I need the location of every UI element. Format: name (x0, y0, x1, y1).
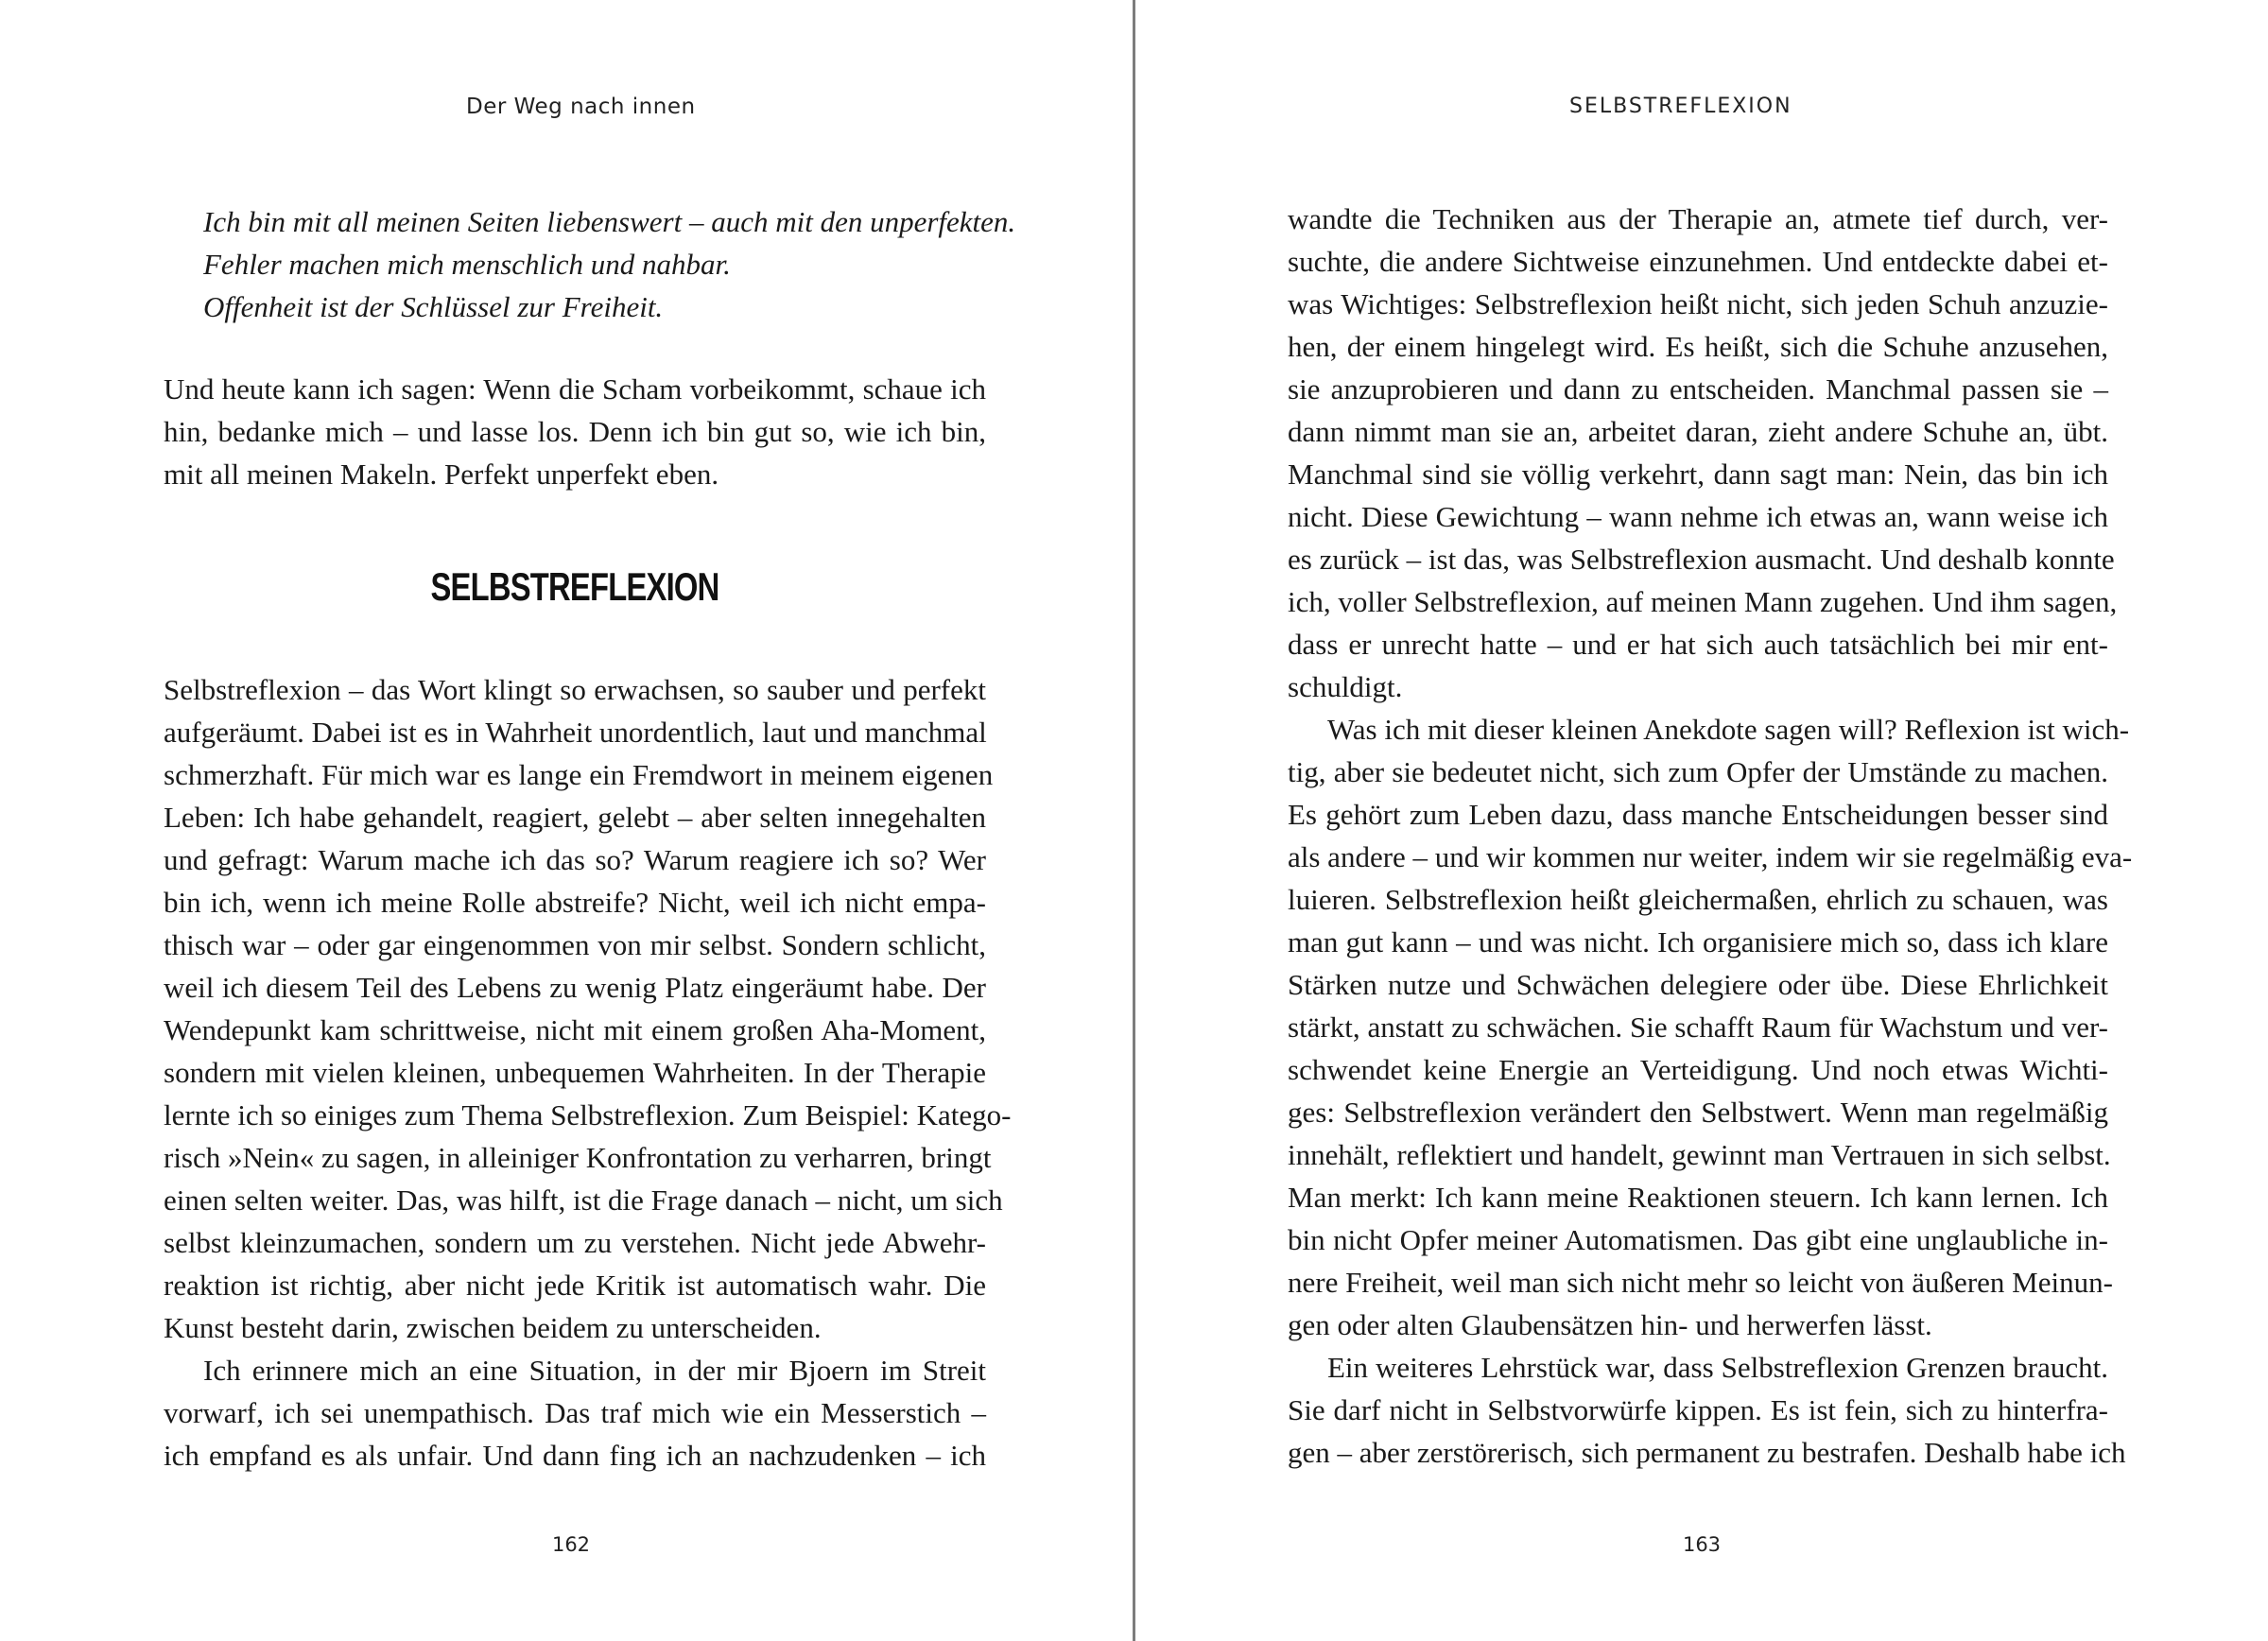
quote-line: Ich bin mit all meinen Seiten liebenswert – auch mit den unperfekten. (203, 205, 1016, 238)
page-number-left: 162 (551, 1533, 591, 1556)
text-line: Leben: Ich habe gehandelt, reagiert, gelebt – aber selten innegehalten (164, 801, 986, 834)
text-line: Kunst besteht darin, zwischen beidem zu unterscheiden. (164, 1311, 822, 1344)
text-line: selbst kleinzumachen, sondern um zu verstehen. Nicht jede Abwehr- (164, 1226, 986, 1259)
text-line: nicht. Diese Gewichtung – wann nehme ich etwas an, wann weise ich (1288, 500, 2108, 533)
text-line: wandte die Techniken aus der Therapie an, atmete tief durch, ver- (1288, 202, 2108, 235)
paragraph-selbstreflexion-1 (164, 668, 1012, 1477)
text-line: und gefragt: Warum mache ich das so? Warum reagiere ich so? Wer (164, 843, 986, 876)
text-line: Selbstreflexion – das Wort klingt so erwachsen, so sauber und perfekt (164, 673, 986, 706)
text-line: schwendet keine Energie an Verteidigung. Und noch etwas Wichti- (1288, 1053, 2108, 1086)
text-line: reaktion ist richtig, aber nicht jede Kritik ist automatisch wahr. Die (164, 1269, 986, 1302)
text-line: schmerzhaft. Für mich war es lange ein Fremdwort in meinem eigenen (164, 758, 994, 791)
text-line: Sie darf nicht in Selbstvorwürfe kippen. Es ist fein, sich zu hinterfra- (1288, 1393, 2108, 1426)
text-line: Ich erinnere mich an eine Situation, in der mir Bjoern im Streit (203, 1354, 986, 1387)
text-line: Man merkt: Ich kann meine Reaktionen steuern. Ich kann lernen. Ich (1288, 1181, 2108, 1214)
text-line: Ein weiteres Lehrstück war, dass Selbstreflexion Grenzen braucht. (1327, 1351, 2108, 1384)
text-line: lernte ich so einiges zum Thema Selbstreflexion. Zum Beispiel: Katego- (164, 1098, 1012, 1131)
text-line: gen – aber zerstörerisch, sich permanent zu bestrafen. Deshalb habe ich (1288, 1436, 2126, 1469)
text-line: Manchmal sind sie völlig verkehrt, dann sagt man: Nein, das bin ich (1288, 458, 2108, 491)
text-line: tig, aber sie bedeutet nicht, sich zum Opfer der Umstände zu machen. (1288, 755, 2108, 788)
quote-line: Fehler machen mich menschlich und nahbar. (203, 248, 731, 281)
text-line: ich, voller Selbstreflexion, auf meinen Mann zugehen. Und ihm sagen, (1288, 585, 2118, 618)
left-text-column (164, 0, 1016, 1512)
text-line: bin ich, wenn ich meine Rolle abstreife? Nicht, weil ich nicht empa- (164, 886, 986, 919)
text-line: Was ich mit dieser kleinen Anekdote sagen will? Reflexion ist wich- (1327, 713, 2130, 746)
text-line: risch »Nein« zu sagen, in alleiniger Konfrontation zu verharren, bringt (164, 1141, 992, 1174)
text-line: ges: Selbstreflexion verändert den Selbstwert. Wenn man regelmäßig (1288, 1096, 2108, 1129)
right-page-body (1288, 198, 2133, 1474)
text-line: bin nicht Opfer meiner Automatismen. Das gibt eine unglaubliche in- (1288, 1223, 2108, 1256)
text-line: vorwarf, ich sei unempathisch. Das traf mich wie ein Messerstich – (164, 1396, 986, 1429)
text-line: schuldigt. (1288, 670, 1403, 703)
text-line: dann nimmt man sie an, arbeitet daran, zieht andere Schuhe an, übt. (1288, 415, 2108, 448)
text-line: dass er unrecht hatte – und er hat sich auch tatsächlich bei mir ent- (1288, 628, 2108, 661)
text-line: es zurück – ist das, was Selbstreflexion ausmacht. Und deshalb konnte (1288, 543, 2115, 576)
text-line: hen, der einem hingelegt wird. Es heißt, sich die Schuhe anzusehen, (1288, 330, 2108, 363)
affirmation-quote (164, 200, 1016, 328)
text-line: stärkt, anstatt zu schwächen. Sie schafft Raum für Wachstum und ver- (1288, 1011, 2108, 1044)
text-line: Und heute kann ich sagen: Wenn die Scham vorbeikommt, schaue ich (164, 372, 986, 406)
text-line: mit all meinen Makeln. Perfekt unperfekt eben. (164, 458, 719, 491)
text-line: aufgeräumt. Dabei ist es in Wahrheit unordentlich, laut und manchmal (164, 716, 987, 749)
text-line: hin, bedanke mich – und lasse los. Denn ich bin gut so, wie ich bin, (164, 415, 986, 448)
text-line: Stärken nutze und Schwächen delegiere oder übe. Diese Ehrlichkeit (1288, 968, 2108, 1001)
text-line: innehält, reflektiert und handelt, gewinnt man Vertrauen in sich selbst. (1288, 1138, 2111, 1171)
text-line: sondern mit vielen kleinen, unbequemen Wahrheiten. In der Therapie (164, 1056, 986, 1089)
text-line: ich empfand es als unfair. Und dann fing ich an nachzudenken – ich (164, 1439, 986, 1472)
text-line: nere Freiheit, weil man sich nicht mehr so leicht von äußeren Meinun- (1288, 1266, 2113, 1299)
text-line: weil ich diesem Teil des Lebens zu wenig Platz eingeräumt habe. Der (164, 971, 986, 1004)
text-line: Es gehört zum Leben dazu, dass manche Entscheidungen besser sind (1288, 798, 2108, 831)
text-line: man gut kann – und was nicht. Ich organisiere mich so, dass ich klare (1288, 925, 2108, 959)
text-line: luieren. Selbstreflexion heißt gleichermaßen, ehrlich zu schauen, was (1288, 883, 2108, 916)
quote-line: Offenheit ist der Schlüssel zur Freiheit. (203, 290, 664, 323)
right-page (1135, 0, 2268, 1641)
text-line: als andere – und wir kommen nur weiter, indem wir sie regelmäßig eva- (1288, 840, 2133, 873)
text-line: Wendepunkt kam schrittweise, nicht mit einem großen Aha-Moment, (164, 1013, 986, 1046)
right-text-column (1288, 0, 2133, 1512)
running-head-right: SELBSTREFLEXION (1569, 95, 1792, 118)
left-page (0, 0, 1133, 1641)
intro-paragraph (164, 368, 986, 495)
running-head-left: Der Weg nach innen (466, 95, 696, 119)
text-line: was Wichtiges: Selbstreflexion heißt nicht, sich jeden Schuh anzuzie- (1288, 287, 2108, 320)
page-number-right: 163 (1682, 1533, 1722, 1556)
text-line: thisch war – oder gar eingenommen von mir selbst. Sondern schlicht, (164, 928, 986, 961)
text-line: suchte, die andere Sichtweise einzunehmen. Und entdeckte dabei et- (1288, 245, 2108, 278)
text-line: sie anzuprobieren und dann zu entscheiden. Manchmal passen sie – (1288, 372, 2108, 406)
text-line: einen selten weiter. Das, was hilft, ist die Frage danach – nicht, um sich (164, 1183, 1003, 1217)
section-heading: SELBSTREFLEXION (430, 564, 719, 609)
text-line: gen oder alten Glaubensätzen hin- und herwerfen lässt. (1288, 1308, 1932, 1341)
